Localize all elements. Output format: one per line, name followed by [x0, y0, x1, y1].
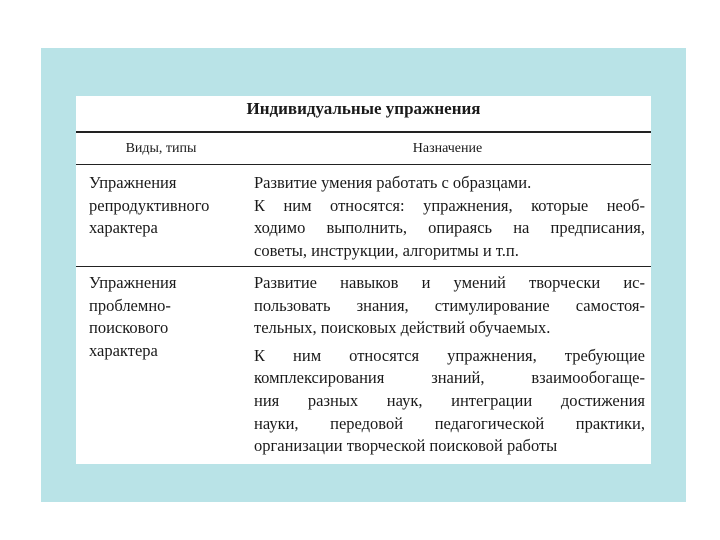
purpose-line: тельных, поисковых действий обучаемых. [254, 318, 551, 338]
row-1-type-line: репродуктивного [89, 195, 210, 215]
purpose-line: К ним относятся: упражнения, которые необ- [254, 195, 645, 215]
purpose-line: пользовать знания, стимулирование самостоя- [254, 295, 645, 315]
row-2-purpose-paragraph-2 [254, 345, 645, 458]
purpose-line: комплексирования знаний, взаимообогаще- [254, 368, 645, 388]
purpose-line: К ним относятся упражнения, требующие [254, 345, 645, 365]
row-2-type-line: проблемно- [89, 295, 171, 315]
row-2-purpose [254, 272, 645, 458]
column-header-purpose: Назначение [412, 141, 483, 156]
row-1-purpose-paragraph-2 [254, 195, 645, 263]
row-2-type-line: Упражнения [89, 273, 177, 292]
table-title: Индивидуальные упражнения [246, 99, 481, 118]
row-1-type-line: характера [89, 218, 158, 238]
purpose-line: ходимо выполнить, опираясь на предписания, [254, 218, 645, 238]
row-divider [76, 266, 651, 267]
row-2-type [89, 272, 249, 362]
row-1-purpose [254, 172, 645, 262]
document-table-image [76, 96, 651, 464]
row-1-purpose-paragraph-1 [254, 172, 645, 195]
purpose-line: науки, передовой педагогической практики, [254, 413, 645, 433]
purpose-line: Развитие навыков и умений творчески ис- [254, 273, 645, 292]
header-divider [76, 164, 651, 165]
row-2-purpose-paragraph-1 [254, 272, 645, 340]
row-2-type-line: характера [89, 340, 158, 360]
purpose-line: Развитие умения работать с образцами. [254, 173, 532, 192]
row-1-type [89, 172, 249, 240]
purpose-line: советы, инструкции, алгоритмы и т.п. [254, 240, 519, 260]
column-header-types: Виды, типы [125, 141, 197, 156]
row-1-type-line: Упражнения [89, 173, 177, 192]
purpose-line: организации творческой поисковой работы [254, 436, 558, 456]
title-divider [76, 131, 651, 133]
purpose-line: ния разных наук, интеграции достижения [254, 390, 645, 410]
row-2-type-line: поискового [89, 318, 169, 338]
